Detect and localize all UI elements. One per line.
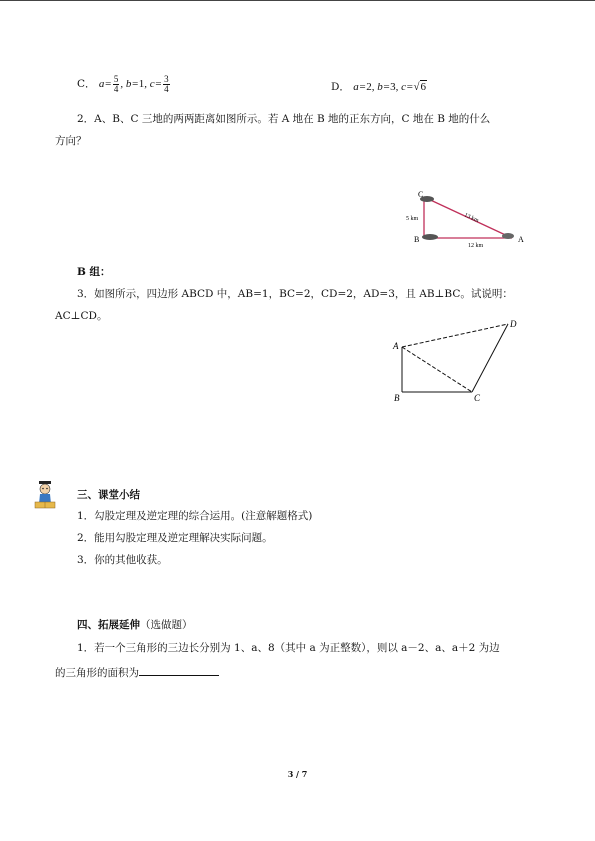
var-a: a [353,81,359,93]
town-b-marker [422,234,438,240]
value-b: 1 [138,78,145,91]
fraction-c-num: 3 [164,74,169,84]
option-c-label: C． [77,78,96,91]
question-2-line-2: 方向？ [55,135,87,147]
fraction-c-den: 4 [164,84,169,94]
var-c: c [401,81,407,93]
var-b: b [377,81,383,93]
sqrt-c: √6 [413,81,427,93]
option-d-formula: a=2, b=3, c=√6 [353,81,427,93]
label-c: C [474,393,481,403]
fraction-a-num: 5 [113,74,119,84]
page-number: 3 / 7 [287,769,308,779]
option-d-label: D． [331,81,350,93]
extension-question-1-line-1: 1．若一个三角形的三边长分别为 1、a、8（其中 a 为正整数），则以 a－2、a、a＋2 为边 [77,642,500,654]
label-d: D [510,319,517,329]
sqrt-radicand: 6 [420,81,427,93]
answer-blank[interactable] [139,664,219,676]
diagonal-ac [402,347,472,392]
fraction-a [113,75,120,94]
label-a: A [393,341,399,351]
summary-title: 三、课堂小结 [77,489,140,501]
summary-item-1: 1．勾股定理及逆定理的综合运用。(注意解题格式) [77,510,313,522]
question-2-line-1: 2．A、B、C 三地的两两距离如图所示。若 A 地在 B 地的正东方向，C 地在 B 地的什么 [77,113,491,125]
summary-item-3: 3．你的其他收获。 [77,554,168,566]
figure-quadrilateral-abcd [388,315,528,407]
label-b: B [414,235,420,244]
fraction-c [163,75,170,94]
distance-ab: 12 km [468,243,484,249]
town-a-marker [502,233,514,239]
extension-title-note: （选做题） [140,619,193,631]
side-ad [402,324,508,347]
question-3-line-2: AC⊥CD。 [55,310,108,322]
extension-question-1-text: 的三角形的面积为 [55,667,139,679]
extension-title: 四、拓展延伸 [77,619,140,631]
question-3-line-1: 3．如图所示，四边形 ABCD 中，AB=1，BC=2，CD=2，AD=3，且 AB⊥BC。试说明： [77,288,513,300]
figure-triangle-abc [400,185,535,250]
var-c: c [149,78,155,91]
extension-question-1-line-2 [55,664,219,680]
value-a: 2 [366,81,372,93]
summary-item-2: 2．能用勾股定理及逆定理解决实际问题。 [77,532,273,544]
option-c-formula: a= $\frac{5}{4}$ , b=1, c= $\frac{3}{4}$ [98,74,169,94]
group-b-title: B 组： [77,266,111,278]
var-a: a [98,78,105,91]
label-b: B [394,393,400,403]
distance-ac: 13 km [463,212,480,225]
teacher-icon [33,480,57,510]
side-cd [472,324,508,392]
var-b: b [125,78,132,91]
distance-bc: 5 km [406,216,419,222]
label-c: C [418,190,424,199]
label-a: A [518,235,524,244]
fraction-a-den: 4 [113,84,119,94]
option-c [77,75,171,94]
value-b: 3 [390,81,396,93]
option-d [331,80,427,94]
extension-heading [77,618,193,632]
page-top-border [0,0,595,1]
